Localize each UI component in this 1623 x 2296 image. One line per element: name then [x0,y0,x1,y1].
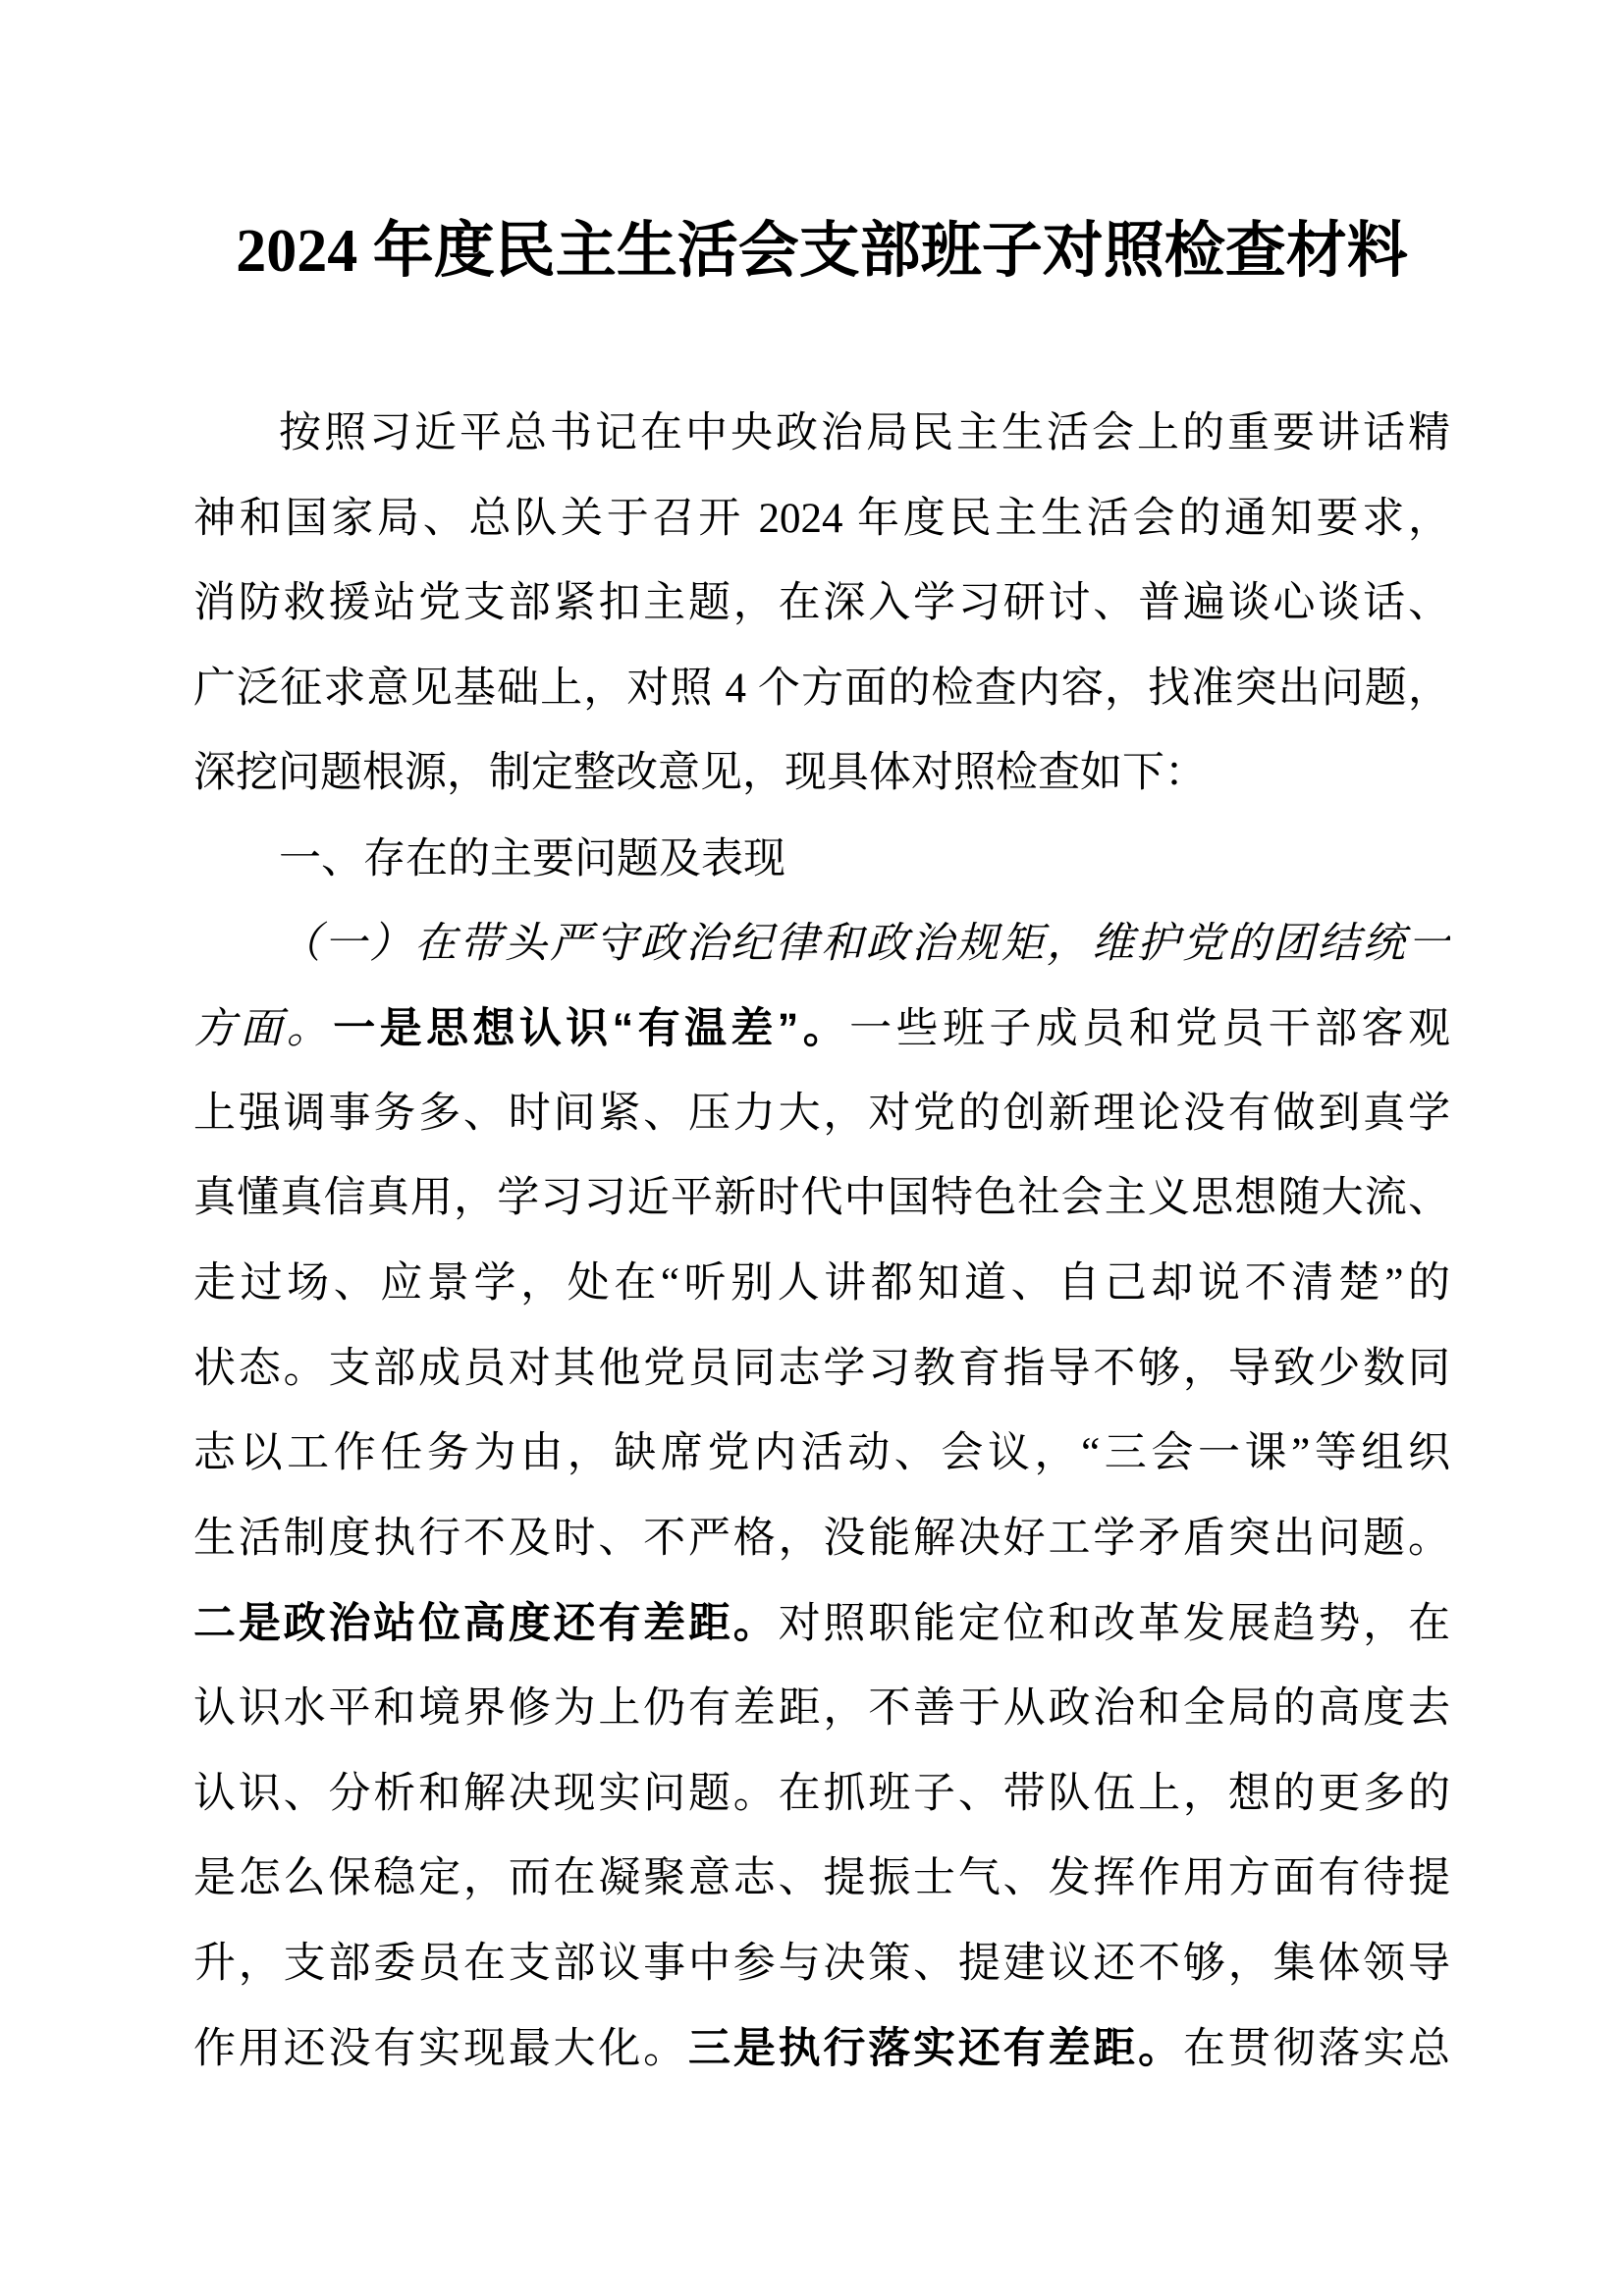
document-content [193,0,1450,2092]
body-text: 认识、分析和解决现实问题。在抓班子、带队伍上，想的更多的 [193,1770,1450,1817]
text-line [193,817,1450,902]
body-text: 神和国家局、总队关于召开 2024 年度民主生活会的通知要求， [193,495,1450,542]
text-line [193,647,1450,732]
kaiti-subheading-text: 方面。 [193,1006,334,1053]
body-text: 真懂真信真用，学习习近平新时代中国特色社会主义思想随大流、 [193,1175,1450,1222]
bold-emphasis-text: 二是政治站位高度还有差距。 [193,1600,779,1648]
body-text: 志以工作任务为由，缺席党内活动、会议，“三会一课”等组织 [193,1430,1450,1477]
text-line [193,1837,1450,1922]
body-text: 认识水平和境界修为上仍有差距，不善于从政治和全局的高度去 [193,1684,1450,1732]
text-line [193,1667,1450,1752]
body-text: 升，支部委员在支部议事中参与决策、提建议还不够，集体领导 [193,1940,1450,1987]
text-line [193,1242,1450,1327]
body-text: 上强调事务多、时间紧、压力大，对党的创新理论没有做到真学 [193,1090,1450,1137]
body-text: 一些班子成员和党员干部客观 [849,1006,1450,1053]
text-line [193,1327,1450,1413]
text-line [193,1412,1450,1497]
body-text: 按照习近平总书记在中央政治局民主生活会上的重要讲话精 [279,410,1450,456]
body-text: 作用还没有实现最大化。 [193,2026,688,2073]
body-text: 在贯彻落实总 [1182,2026,1450,2073]
kaiti-subheading-text: （一）在带头严守政治纪律和政治规矩，维护党的团结统一 [279,920,1450,967]
bold-emphasis-text: 一是思想认识“有温差”。 [333,1005,850,1053]
text-line [193,1581,1450,1667]
text-line [193,987,1450,1072]
text-line [193,1922,1450,2007]
body-text: 消防救援站党支部紧扣主题，在深入学习研讨、普遍谈心谈话、 [193,580,1450,627]
body-text: 走过场、应景学，处在“听别人讲都知道、自己却说不清楚”的 [193,1259,1450,1307]
text-line [193,1072,1450,1157]
text-line [193,561,1450,647]
body-text: 广泛征求意见基础上，对照 4 个方面的检查内容，找准突出问题， [193,665,1450,712]
document-body [193,392,1450,2092]
body-text: 生活制度执行不及时、不严格，没能解决好工学矛盾突出问题。 [193,1515,1450,1562]
text-line [193,731,1450,817]
document-title: 2024 年度民主生活会支部班子对照检查材料 [236,218,1408,285]
text-line [193,1752,1450,1838]
section-heading-text: 一、存在的主要问题及表现 [279,834,785,882]
body-text: 对照职能定位和改革发展趋势，在 [778,1601,1450,1648]
text-line [193,1156,1450,1242]
body-text: 是怎么保稳定，而在凝聚意志、提振士气、发挥作用方面有待提 [193,1855,1450,1902]
bold-emphasis-text: 三是执行落实还有差距。 [687,2025,1183,2073]
text-line [193,902,1450,988]
body-text: 状态。支部成员对其他党员同志学习教育指导不够，导致少数同 [193,1345,1450,1392]
text-line [193,1497,1450,1582]
text-line [193,2006,1450,2092]
text-line [193,392,1450,477]
body-text: 深挖问题根源，制定整改意见，现具体对照检查如下： [193,750,1207,797]
text-line [193,477,1450,562]
